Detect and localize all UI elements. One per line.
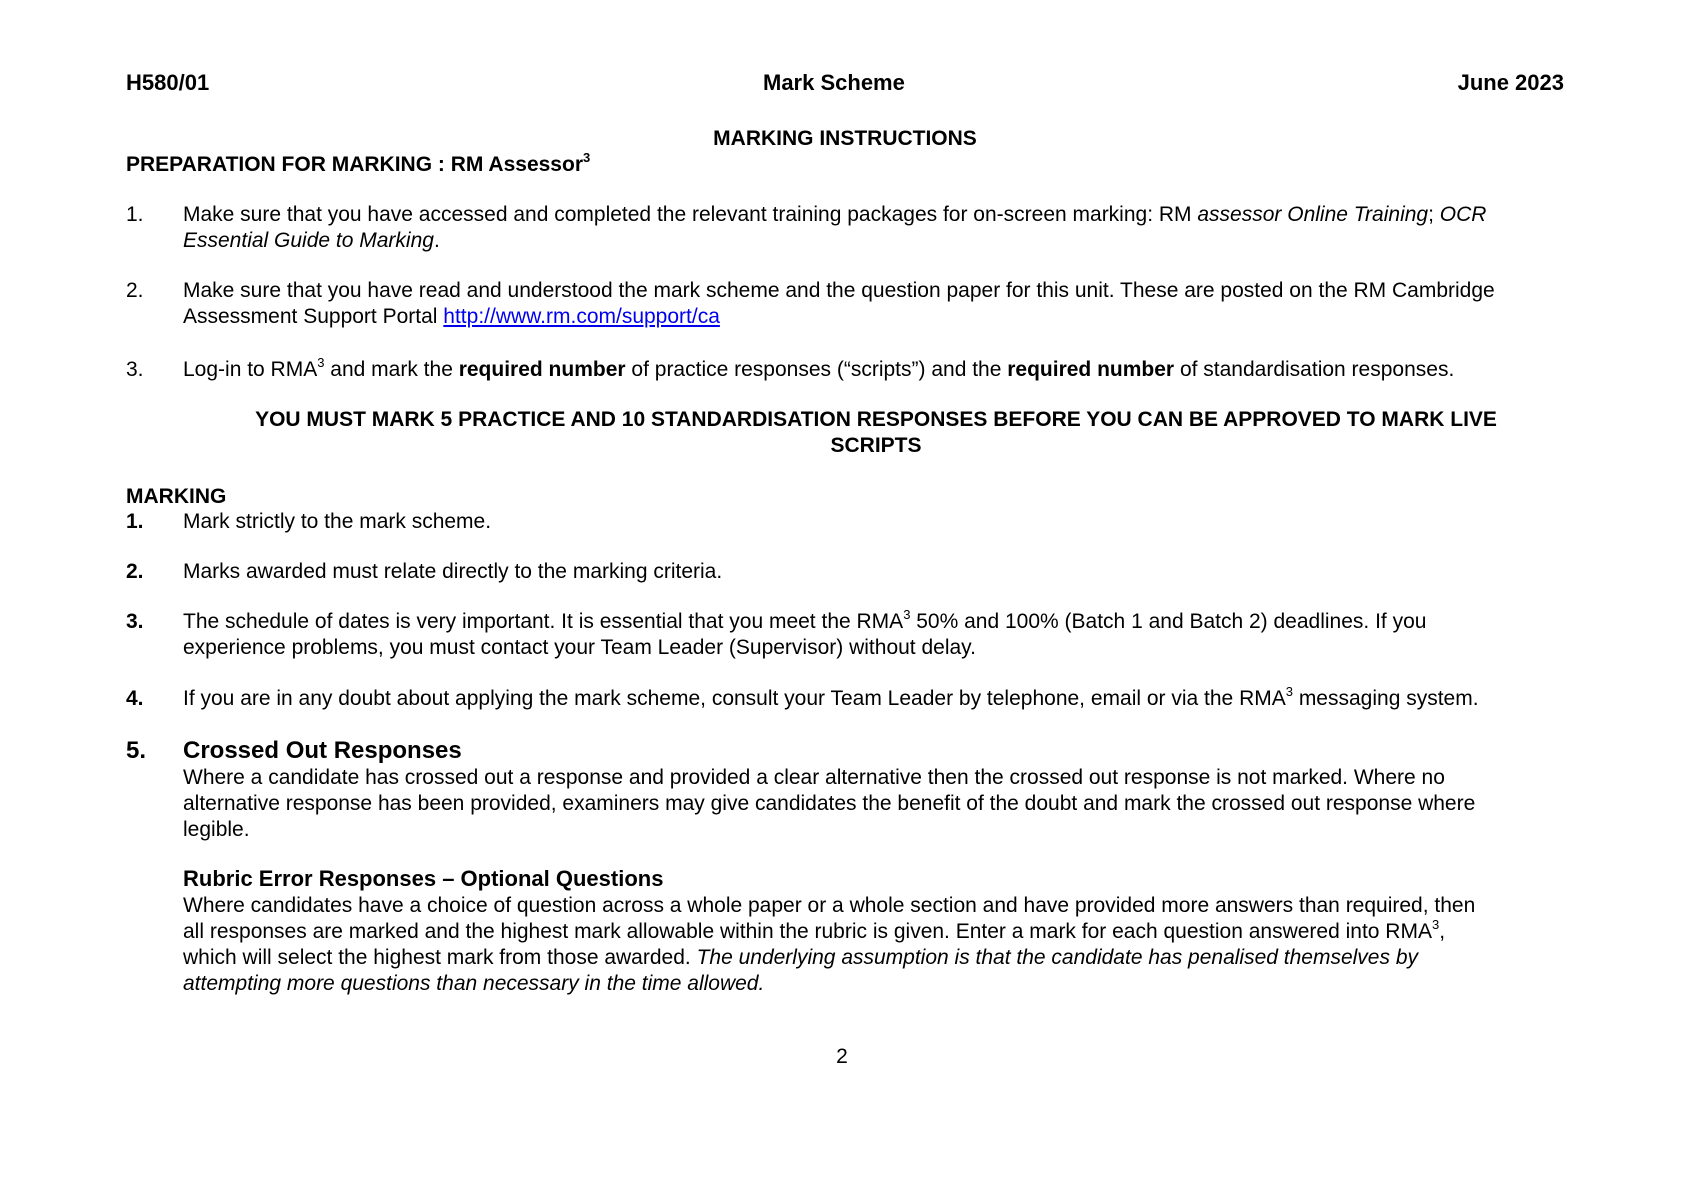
item-number: 3. [126, 358, 144, 381]
prep-item-2 [126, 278, 1564, 330]
item-number: 1. [126, 510, 144, 533]
item-number: 5. [126, 737, 147, 764]
item-number: 4. [126, 687, 144, 710]
item-number: 1. [126, 203, 144, 226]
rubric-heading: Rubric Error Responses – Optional Questions [183, 866, 664, 891]
paper-code: H580/01 [126, 70, 210, 95]
item-text: Marks awarded must relate directly to the marking criteria. [183, 560, 723, 583]
item-number: 2. [126, 279, 144, 302]
item-text: Mark strictly to the mark scheme. [183, 510, 492, 533]
marking-item-4 [126, 686, 1564, 712]
section-5-heading [126, 736, 1564, 768]
marking-item-2 [126, 559, 1564, 585]
rubric-paragraph: Where candidates have a choice of question across a whole paper or a whole section and have provided more answers than required, then all responses are marked and the highest mark allowable within the rubric is given. Enter a mark for each question answered into RMA$^3$, which will select the highest mark from those awarded. The underlying assumption is that the candidate has penalised themselves by attempting more questions than necessary in the time allowed. [183, 894, 1476, 995]
marking-heading: MARKING [126, 485, 227, 508]
item-number: 2. [126, 560, 144, 583]
support-portal-link[interactable]: http://www.rm.com/support/ca [443, 305, 720, 328]
header-title: Mark Scheme [763, 70, 905, 95]
prep-heading: PREPARATION FOR MARKING : RM Assessor$^3$ [126, 150, 591, 176]
item-text: If you are in any doubt about applying the mark scheme, consult your Team Leader by telephone, email or via the RMA$^3$ messaging system. [183, 684, 1479, 710]
page-header [126, 70, 1564, 98]
crossed-out-paragraph: Where a candidate has crossed out a response and provided a clear alternative then the crossed out response is not marked. Where no alternative response has been provided, examiners may give candidates the benefit of the doubt and mark the crossed out response where legible. [183, 766, 1476, 841]
item-text: Log-in to RMA$^3$ and mark the required number of practice responses (“scripts”) and the required number of standardisation responses. [183, 355, 1455, 381]
section-title: Crossed Out Responses [183, 737, 462, 764]
page-number: 2 [836, 1045, 848, 1068]
item-number: 3. [126, 610, 144, 633]
marking-item-1 [126, 509, 1564, 535]
item-text: Make sure that you have accessed and completed the relevant training packages for on-screen marking: RM assessor Online Training; OCR Essential Guide to Marking. [183, 203, 1487, 252]
header-date: June 2023 [1457, 70, 1564, 95]
approval-notice: YOU MUST MARK 5 PRACTICE AND 10 STANDARDISATION RESPONSES BEFORE YOU CAN BE APPROVED TO MARK LIVE SCRIPTS [255, 408, 1497, 457]
item-text: Make sure that you have read and understood the mark scheme and the question paper for this unit. These are posted on the RM Cambridge Assessment Support Portal http://www.rm.com/support/ca [183, 279, 1495, 328]
prep-item-1 [126, 202, 1564, 254]
prep-item-3 [126, 357, 1564, 383]
page-title: MARKING INSTRUCTIONS [713, 127, 977, 150]
item-text: The schedule of dates is very important. It is essential that you meet the RMA$^3$ 50% and 100% (Batch 1 and Batch 2) deadlines. If you experience problems, you must contact your Team Leader (Supervisor) without delay. [183, 607, 1427, 659]
marking-item-3 [126, 609, 1564, 661]
